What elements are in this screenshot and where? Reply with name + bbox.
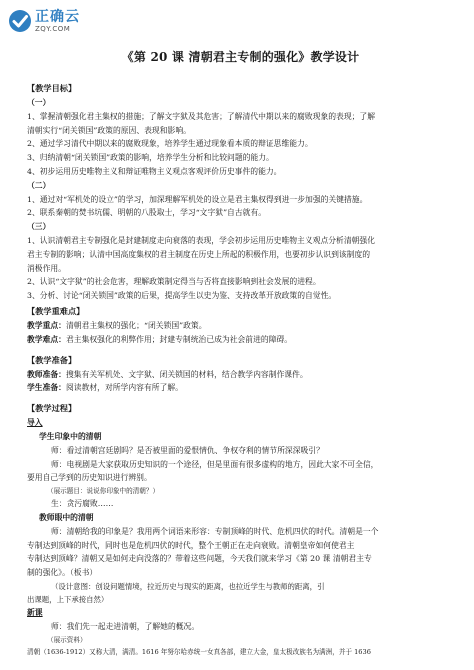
student-prep-line [27, 381, 454, 395]
intro-heading: 导入 [27, 418, 43, 428]
difficulty-label: 教学难点： [27, 334, 66, 344]
intro-subheading: 教师眼中的清朝 [39, 512, 94, 522]
display-note: （展示资料） [47, 635, 87, 644]
paragraph: 1、认识清朝君主专制强化是封建制度走向衰落的表现，学会初步运用历史唯物主义观点分析清朝强化 [27, 235, 376, 245]
teacher-prep-text: 搜集有关军机处、文字狱、闭关锁国的材料，结合教学内容制作课件。 [65, 369, 308, 379]
paragraph: 2、认识“文字狱”的社会危害，理解政策制定得当与否将直接影响到社会发展的进程。 [27, 277, 321, 287]
paragraph: 制的强化》。（板书） [27, 568, 98, 578]
logo-domain: ZQY.COM [35, 24, 71, 33]
difficulty-line [27, 333, 454, 347]
new-lesson-heading: 新课 [27, 607, 43, 617]
site-logo [8, 6, 80, 36]
subheading: （一） [27, 98, 51, 107]
paragraph: 师：清朝给我的印象是？我用两个词语来形容：专制顶峰的时代、危机四伏的时代。清朝是一个 [51, 526, 379, 536]
design-intent: （设计意图：创设问题情境，拉近历史与现实的距离，也拉近学生与教师的距离，引 [51, 581, 325, 591]
paragraph: 专制达到顶峰？清朝又是如何走向没落的？带着这些问题，今天我们就来学习《第 20 课 清朝君主专 [27, 554, 372, 564]
paragraph: 3、归纳清朝“闭关锁国”政策的影响，培养学生分析和比较问题的能力。 [27, 153, 274, 163]
paragraph: 4、初步运用历史唯物主义和辩证唯物主义观点客观评价历史事件的能力。 [27, 166, 282, 176]
paragraph: 君主专制的影响；认清中国高度集权的君主制度在历史上所起的积极作用，也要初步认识到该制度的 [27, 249, 371, 259]
design-intent: 出课题，上下承接自然） [27, 594, 109, 604]
key-point-label: 教学重点： [27, 320, 66, 330]
teacher-prep-line [27, 368, 454, 382]
paragraph: 清朝（1636-1912）又称大清，满清。1616 年努尔哈赤统一女真各部，建立大金，皇太极改族名为满洲，并于 1636 [27, 647, 371, 656]
paragraph: 要用自己学到的历史知识进行辨别。 [27, 473, 152, 483]
key-point-text: 清朝君主集权的强化；“闭关锁国”政策。 [65, 320, 207, 330]
paragraph: 2、联系秦朝的焚书坑儒、明朝的八股取士，学习“文字狱”自古就有。 [27, 208, 267, 218]
document-title: 《第 20 课 清朝君主专制的强化》教学设计 [121, 50, 360, 64]
document-body [27, 48, 454, 658]
logo-name: 正确云 [35, 8, 80, 25]
intro-subheading: 学生印象中的清朝 [39, 431, 102, 441]
paragraph: 清朝实行“闭关锁国”政策的原因、表现和影响。 [27, 125, 191, 135]
difficulty-text: 君主集权强化的利弊作用；封建专制统治已成为社会前进的障碍。 [65, 334, 293, 344]
subheading: （二） [27, 180, 51, 190]
teacher-prep-label: 教师准备： [27, 369, 66, 379]
logo-icon [8, 9, 32, 33]
paragraph: 1、掌握清朝强化君主集权的措施；了解文字狱及其危害；了解清代中期以来的腐败现象的表现；了解 [27, 111, 376, 121]
subheading: （三） [27, 222, 51, 232]
student-prep-text: 阅读教材，对所学内容有所了解。 [65, 383, 183, 393]
paragraph: 师：我们先一起走进清朝，了解她的概况。 [51, 621, 200, 631]
paragraph: 师：看过清朝宫廷剧吗？是否被里面的爱恨情仇、争权夺利的情节所深深吸引？ [51, 445, 324, 455]
paragraph: 2、通过学习清代中期以来的腐败现象，培养学生通过现象看本质的辩证思维能力。 [27, 139, 313, 149]
section-heading-preparation: 【教学准备】 [27, 354, 77, 365]
section-heading-key-points: 【教学重难点】 [27, 305, 85, 316]
section-heading-goals: 【教学目标】 [27, 83, 77, 93]
paragraph: 消极作用。 [27, 263, 66, 273]
key-point-line [27, 319, 454, 333]
paragraph: 生：贪污腐败…… [51, 499, 114, 509]
paragraph: 专制达到顶峰的时代，同时也是危机四伏的时代，整个王朝正在走向衰败。清朝皇帝如何使君主 [27, 540, 355, 550]
paragraph: 1、通过对“军机处的设立”的学习，加深理解军机处的设立是君主集权得到进一步加强的关键措施。 [27, 194, 368, 204]
section-heading-process: 【教学过程】 [27, 403, 77, 414]
paragraph: 师：电视剧是大家获取历史知识的一个途径，但是里面有很多虚构的地方，因此大家不可全信， [51, 459, 379, 469]
display-note: （展示题目：说说你印象中的清朝？） [47, 487, 160, 496]
paragraph: 3、分析、讨论“闭关锁国”政策的后果，提高学生以史为鉴、支持改革开放政策的自觉性。 [27, 291, 337, 301]
student-prep-label: 学生准备： [27, 383, 66, 393]
